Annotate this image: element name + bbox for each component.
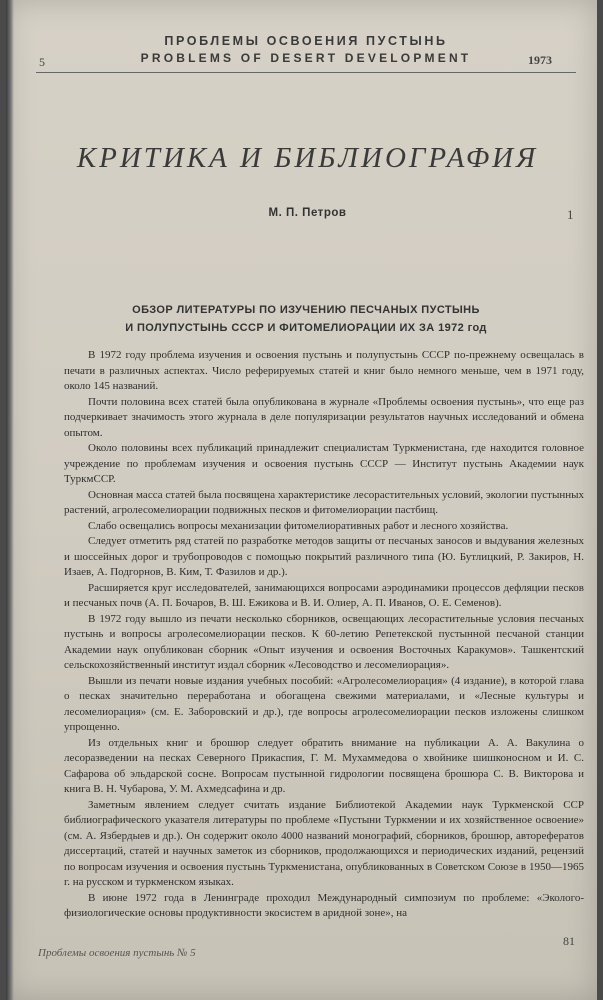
article-title-line: ОБЗОР ЛИТЕРАТУРЫ ПО ИЗУЧЕНИЮ ПЕСЧАНЫХ ПУСТЫНЬ: [132, 304, 480, 316]
paragraph: Основная масса статей была посвящена характеристике лесорастительных условий, экологии пустынных растений, агролесомелиорации подвижных песков и фитомелиорации пастбищ.: [64, 488, 584, 516]
issue-year: 1973: [528, 53, 552, 67]
paragraph: Из отдельных книг и брошюр следует обратить внимание на публикации А. А. Вакулина о лесоразведении на песках Северного Прикаспия, Г. М. Мухаммедова о хвойнике шишконосном и И. С. Сафарова об эльдарской сосне. Вопросам пустынной гидрологии посвящена брошюра С. В. Викторова и книга В. Н. Чубарова, У. М. Ахмедсафина и др.: [64, 736, 584, 795]
footer-journal-issue: Проблемы освоения пустынь № 5: [38, 947, 196, 959]
journal-page: [6, 0, 597, 1000]
article-title: [36, 301, 576, 337]
issue-number: 5: [39, 55, 45, 69]
paragraph: Расширяется круг исследователей, занимающихся вопросами аэродинамики процессов дефляции песков и песчаных почв (А. П. Бочаров, В. Ш. Ежикова и В. И. Олиер, А. П. Иванов, О. Е. Семенов).: [64, 581, 584, 609]
article-body: [64, 348, 584, 922]
paragraph: Следует отметить ряд статей по разработке методов защиты от песчаных заносов и выдувания железных и шоссейных дорог и трубопроводов с помощью покрытий различного типа (Ю. Бутлицкий, Р. Закиров, Н. Изаев, А. Подгорнов, В. Ким, Т. Фазилов и др.).: [64, 535, 584, 578]
journal-title-ru: ПРОБЛЕМЫ ОСВОЕНИЯ ПУСТЫНЬ: [164, 34, 448, 48]
section-title: КРИТИКА И БИБЛИОГРАФИЯ: [76, 142, 539, 174]
article-title-line: И ПОЛУПУСТЫНЬ СССР И ФИТОМЕЛИОРАЦИИ ИХ ЗА 1972 год: [125, 322, 487, 334]
paragraph: Вышли из печати новые издания учебных пособий: «Агролесомелиорация» (4 издание), в которой глава о песках значительно переработана и обогащена свежими материалами, и «Лесные культуры и лесомелиорация» (см. Е. Заборовский и др.), где вопросы агролесомелиорации песков изложены слишком упрощенно.: [64, 674, 584, 733]
journal-title-en: PROBLEMS OF DESERT DEVELOPMENT: [140, 51, 472, 65]
paragraph: Почти половина всех статей была опубликована в журнале «Проблемы освоения пустынь», что еще раз подчеркивает значимость этого журнала в деле популяризации результатов научных исследований и обмена опытом.: [64, 395, 584, 439]
paragraph: В 1972 году проблема изучения и освоения пустынь и полупустынь СССР по-прежнему освещалась в печати в различных аспектах. Число реферируемых статей и книг было немного меньше, чем в 1971 году, около 145 названий.: [64, 349, 584, 392]
footnote-mark: 1: [567, 207, 574, 222]
page-number: 81: [563, 934, 575, 948]
paragraph: Около половины всех публикаций принадлежит специалистам Туркменистана, где находится головное учреждение по проблемам изучения и освоения пустынь СССР — Институт пустынь Академии наук ТуркмССР.: [64, 442, 584, 485]
paragraph: В 1972 году вышло из печати несколько сборников, освещающих лесорастительные условия песчаных пустынь и вопросы агролесомелиорации песков. К 60-летию Репетекской пустынной песчаной станции Академии наук опубликован сборник «Опыт изучения и освоения Восточных Каракумов». Ташкентский сельскохозяйственный институт издал сборник «Лесоводство и лесомелиорация».: [64, 612, 584, 671]
author-name: М. П. Петров: [268, 207, 347, 219]
paragraph: Заметным явлением следует считать издание Библиотекой Академии наук Туркменской ССР библиографического указателя литературы по проблеме «Пустыни Туркмении и их хозяйственное освоение» (см. А. Язбердыев и др.). Он содержит около 4000 названий монографий, сборников, брошюр, авторефератов диссертаций, статей и научных заметок из сборников, продолжающихся и периодических изданий, рецензий по вопросам изучения и освоения пустынь Туркменистана, опубликованных в Советском Союзе в 1950—1965 г. на русском и туркменском языках.: [64, 798, 584, 888]
running-header: [36, 34, 576, 74]
paragraph: В июне 1972 года в Ленинграде проходил Международный симпозиум по проблеме: «Эколого-физиологические основы продуктивности экосистем в аридной зоне», на: [64, 891, 584, 919]
paragraph: Слабо освещались вопросы механизации фитомелиоративных работ и лесного хозяйства.: [88, 519, 509, 532]
header-rule: [36, 72, 576, 73]
